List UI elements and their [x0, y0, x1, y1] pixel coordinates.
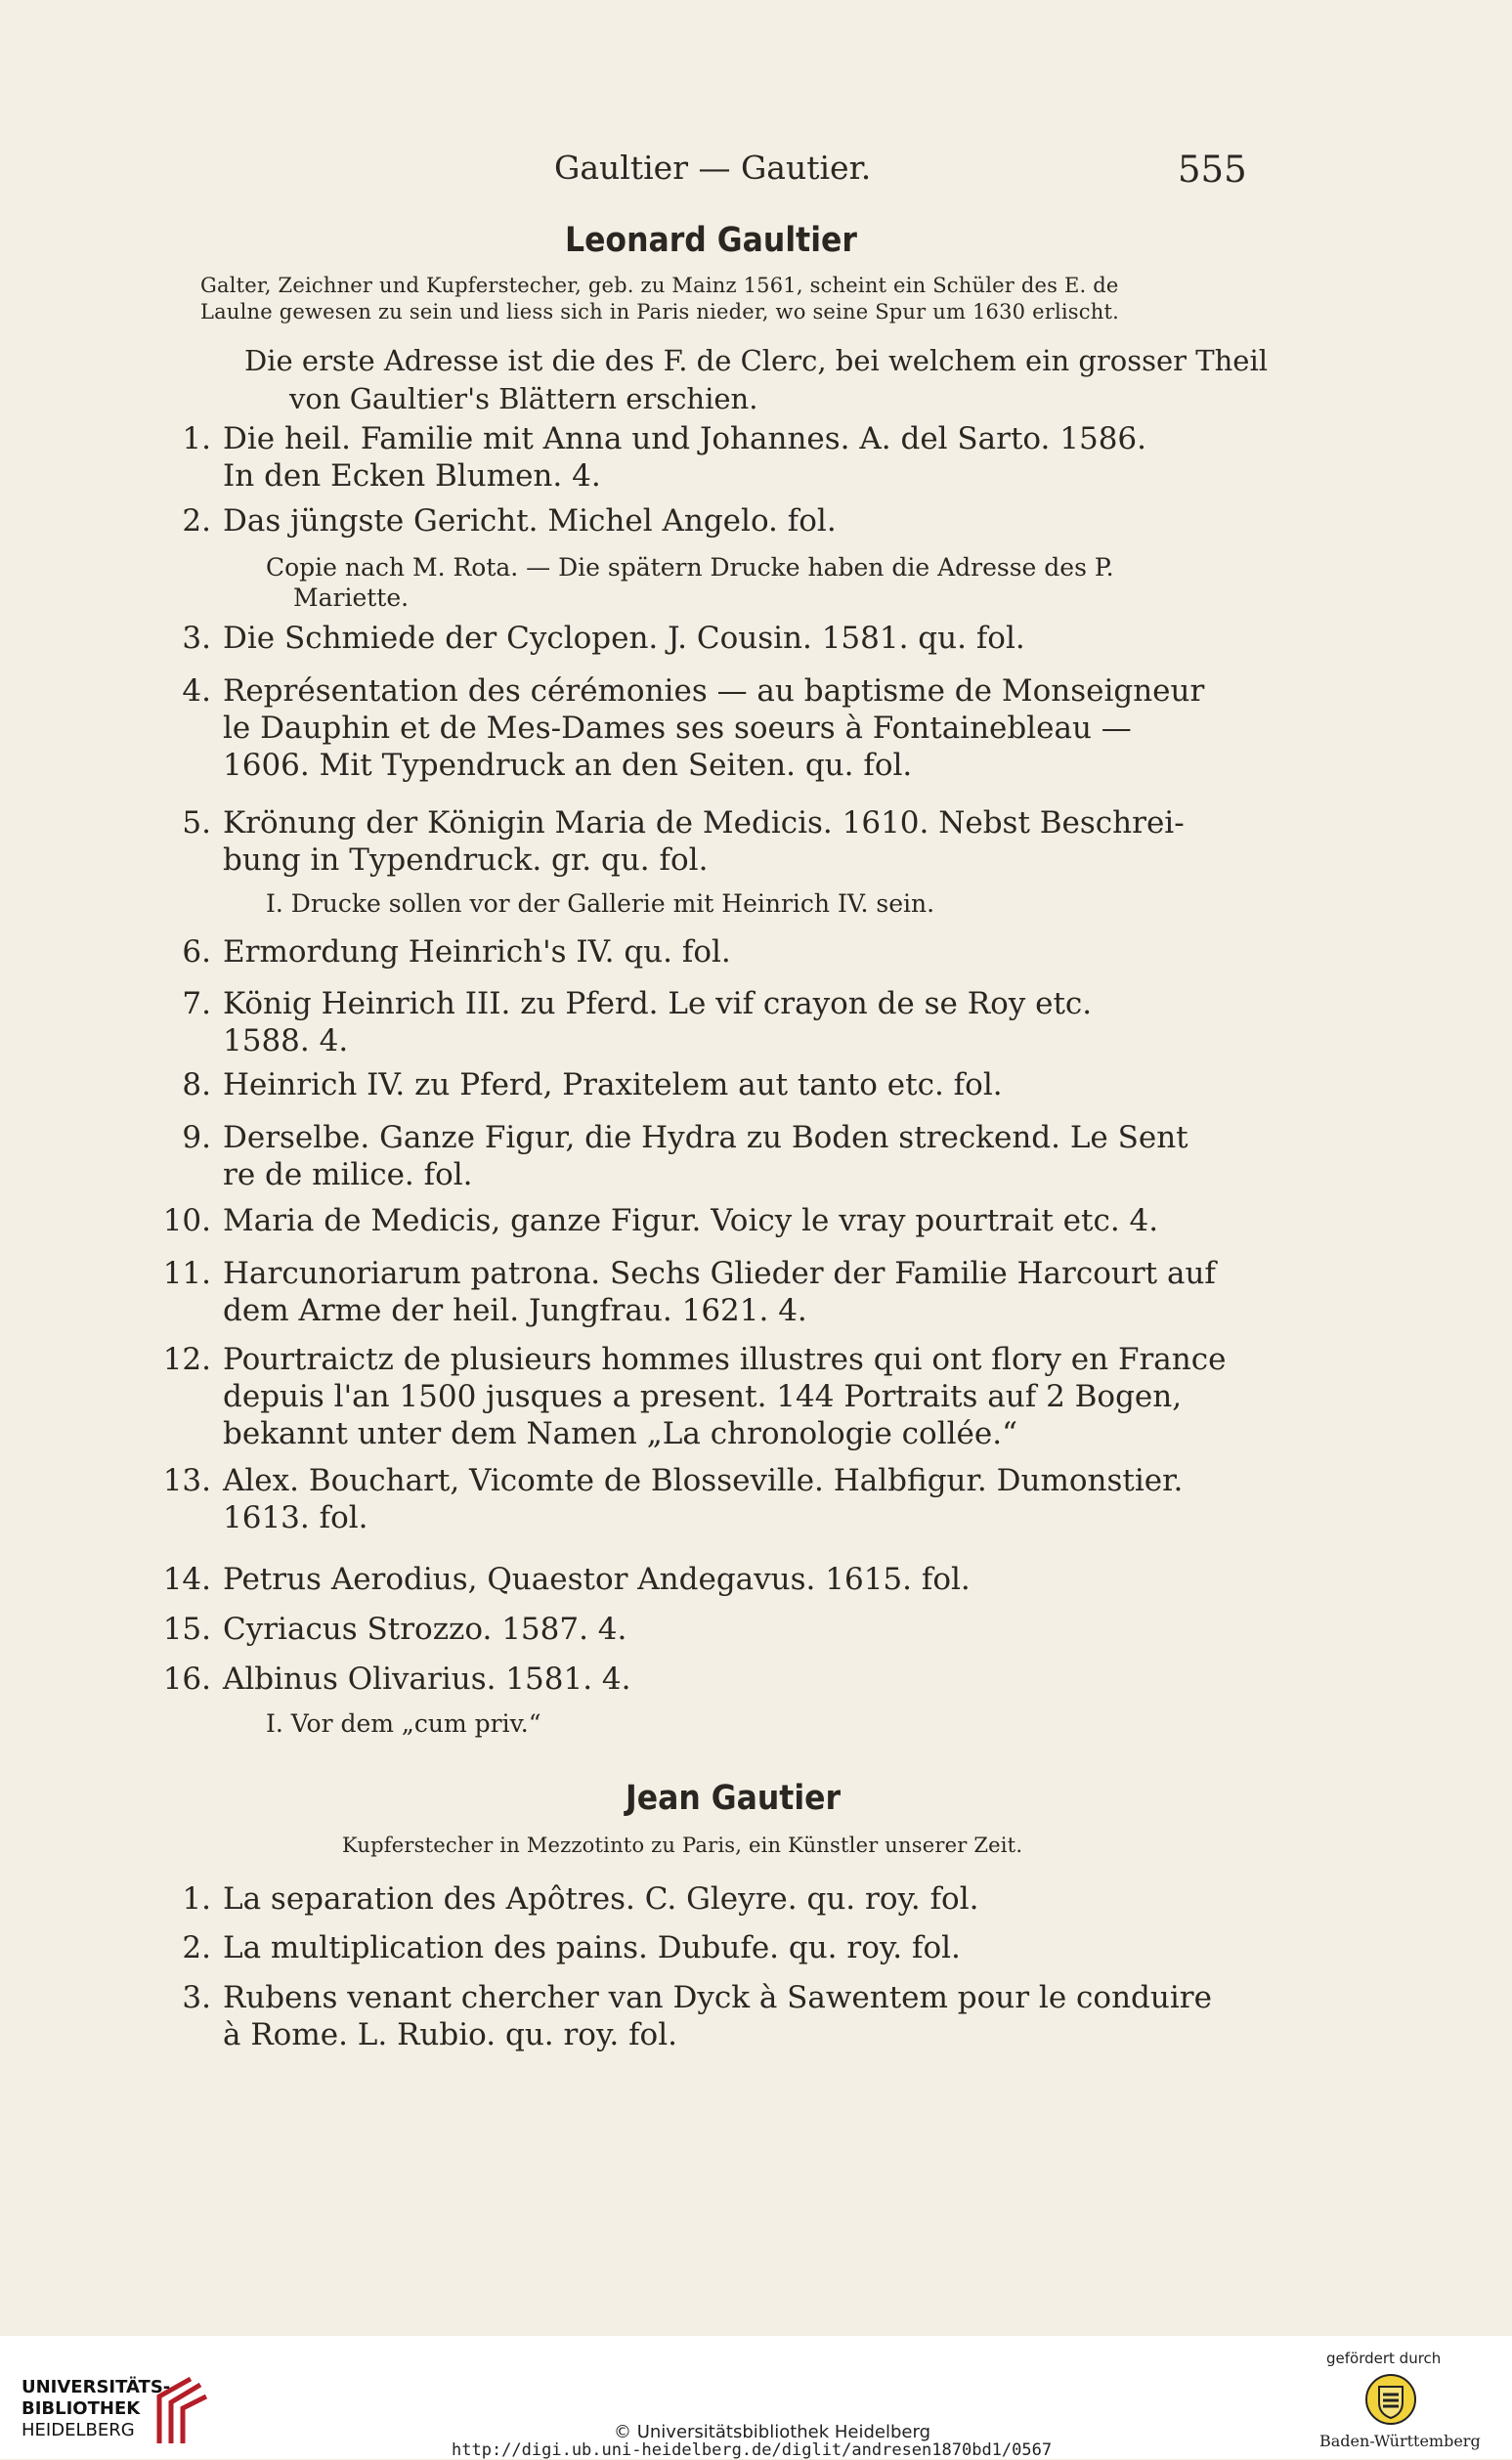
entry-text: Die Schmiede der Cyclopen. J. Cousin. 1581. qu. fol.: [223, 621, 1025, 656]
catalogue-entry: [158, 1341, 1226, 1452]
entry-text: Représentation des cérémonies — au baptisme de Monseigneur: [223, 673, 1205, 709]
entry-number: 12.: [162, 1342, 211, 1377]
digitization-footer: [0, 2336, 1512, 2459]
entry-text: Ermordung Heinrich's IV. qu. fol.: [223, 934, 731, 970]
biography-line-1: Galter, Zeichner und Kupferstecher, geb. zu Mainz 1561, scheint ein Schüler des E. de: [200, 274, 1119, 297]
entry-text: Heinrich IV. zu Pferd, Praxitelem aut tanto etc. fol.: [223, 1067, 1003, 1102]
entry-number: 10.: [162, 1203, 211, 1238]
catalogue-entry: [158, 985, 1092, 1059]
entry-number: 13.: [162, 1463, 211, 1498]
library-logo-text: [22, 2377, 170, 2441]
catalogue-entry: [158, 1979, 1212, 2053]
entry-text: dem Arme der heil. Jungfrau. 1621. 4.: [223, 1293, 807, 1328]
entry-text: Alex. Bouchart, Vicomte de Blosseville. Halbfigur. Dumonstier.: [223, 1463, 1184, 1498]
entry-number: 5.: [182, 805, 211, 841]
catalogue-entry: [158, 1561, 971, 1598]
entry-text: Die heil. Familie mit Anna und Johannes. A. del Sarto. 1586.: [223, 421, 1147, 456]
entry-number: 1.: [182, 1881, 211, 1917]
section-heading-jean-gautier: Jean Gautier: [626, 1779, 842, 1818]
library-name-line-3: HEIDELBERG: [22, 2420, 135, 2440]
library-name-line-1: UNIVERSITÄTS-: [22, 2377, 171, 2397]
entry-text: Albinus Olivarius. 1581. 4.: [223, 1662, 631, 1697]
catalogue-entry: [158, 804, 1185, 879]
entry-number: 11.: [162, 1256, 211, 1291]
catalogue-entry: [158, 1119, 1188, 1193]
entry-number: 2.: [182, 503, 211, 539]
entry-number: 14.: [162, 1562, 211, 1597]
catalogue-entry: [158, 620, 1025, 657]
entry-note: I. Drucke sollen vor der Gallerie mit Heinrich IV. sein.: [266, 889, 935, 918]
entry-number: 15.: [162, 1612, 211, 1647]
section-heading-leonard-gaultier: Leonard Gaultier: [565, 221, 857, 260]
catalogue-entry: [158, 672, 1204, 784]
entry-number: 4.: [182, 673, 211, 709]
entry-number: 1.: [182, 421, 211, 456]
state-name: Baden-Württemberg: [1319, 2432, 1481, 2450]
entry-text: Derselbe. Ganze Figur, die Hydra zu Boden streckend. Le Sent: [223, 1120, 1188, 1155]
address-note-line-1: Die erste Adresse ist die des F. de Clerc, bei welchem ein grosser Theil: [244, 344, 1268, 377]
entry-text: re de milice. fol.: [223, 1157, 473, 1192]
catalogue-entry: [158, 502, 837, 539]
entry-text: 1588. 4.: [223, 1023, 349, 1058]
entry-number: 9.: [182, 1120, 211, 1155]
entry-text: depuis l'an 1500 jusques a present. 144 Portraits auf 2 Bogen,: [223, 1379, 1183, 1414]
catalogue-entry: [158, 1462, 1183, 1536]
entry-text: Das jüngste Gericht. Michel Angelo. fol.: [223, 503, 837, 539]
entry-note-line-2: Mariette.: [293, 583, 410, 612]
entry-text: Harcunoriarum patrona. Sechs Glieder der Familie Harcourt auf: [223, 1256, 1216, 1291]
section-intro: Kupferstecher in Mezzotinto zu Paris, ein Künstler unserer Zeit.: [342, 1834, 1023, 1857]
entry-text: à Rome. L. Rubio. qu. roy. fol.: [223, 2017, 677, 2052]
catalogue-entry: [158, 1202, 1158, 1239]
catalogue-entry: [158, 1611, 626, 1648]
catalogue-entry: [158, 1255, 1216, 1329]
entry-text: le Dauphin et de Mes-Dames ses soeurs à Fontainebleau —: [223, 711, 1132, 746]
permalink-url[interactable]: http://digi.ub.uni-heidelberg.de/diglit/andresen1870bd1/0567: [452, 2440, 1053, 2460]
catalogue-entry: [158, 1066, 1003, 1103]
entry-number: 7.: [182, 986, 211, 1021]
entry-number: 3.: [182, 621, 211, 656]
funded-by-label: gefördert durch: [1326, 2350, 1442, 2367]
entry-text: La separation des Apôtres. C. Gleyre. qu. roy. fol.: [223, 1881, 979, 1917]
catalogue-entry: [158, 933, 731, 971]
copyright-notice: © Universitätsbibliothek Heidelberg: [614, 2422, 931, 2442]
entry-text: 1606. Mit Typendruck an den Seiten. qu. fol.: [223, 748, 913, 783]
catalogue-entry: [158, 1929, 961, 1966]
catalogue-entry: [158, 1661, 631, 1698]
entry-text: Cyriacus Strozzo. 1587. 4.: [223, 1612, 627, 1647]
running-head-title: Gaultier — Gautier.: [554, 149, 872, 187]
entry-text: Rubens venant chercher van Dyck à Sawentem pour le conduire: [223, 1980, 1212, 2015]
entry-text: König Heinrich III. zu Pferd. Le vif crayon de se Roy etc.: [223, 986, 1093, 1021]
address-note-line-2: von Gaultier's Blättern erschien.: [289, 382, 758, 415]
entry-note: I. Vor dem „cum priv.“: [266, 1709, 541, 1738]
entry-note-line-1: Copie nach M. Rota. — Die spätern Drucke haben die Adresse des P.: [266, 553, 1114, 582]
entry-number: 2.: [182, 1930, 211, 1965]
entry-number: 3.: [182, 1980, 211, 2015]
library-name-line-2: BIBLIOTHEK: [22, 2398, 141, 2419]
entry-text: Krönung der Königin Maria de Medicis. 1610. Nebst Beschrei-: [223, 805, 1185, 841]
entry-text: La multiplication des pains. Dubufe. qu. roy. fol.: [223, 1930, 961, 1965]
entry-number: 6.: [182, 934, 211, 970]
state-crest-icon: [1364, 2373, 1417, 2426]
page-number: 555: [1178, 149, 1247, 191]
library-logo-icon: [151, 2375, 210, 2445]
entry-number: 16.: [162, 1662, 211, 1697]
biography-line-2: Laulne gewesen zu sein und liess sich in Paris nieder, wo seine Spur um 1630 erlischt.: [200, 300, 1119, 324]
catalogue-entry: [158, 420, 1146, 495]
entry-text: bung in Typendruck. gr. qu. fol.: [223, 842, 709, 878]
entry-text: Maria de Medicis, ganze Figur. Voicy le vray pourtrait etc. 4.: [223, 1203, 1159, 1238]
entry-text: In den Ecken Blumen. 4.: [223, 458, 601, 494]
catalogue-entry: [158, 1880, 979, 1918]
entry-text: 1613. fol.: [223, 1500, 368, 1535]
entry-number: 8.: [182, 1067, 211, 1102]
entry-text: bekannt unter dem Namen „La chronologie collée.“: [223, 1416, 1017, 1451]
entry-text: Petrus Aerodius, Quaestor Andegavus. 1615. fol.: [223, 1562, 971, 1597]
entry-text: Pourtraictz de plusieurs hommes illustres qui ont flory en France: [223, 1342, 1227, 1377]
